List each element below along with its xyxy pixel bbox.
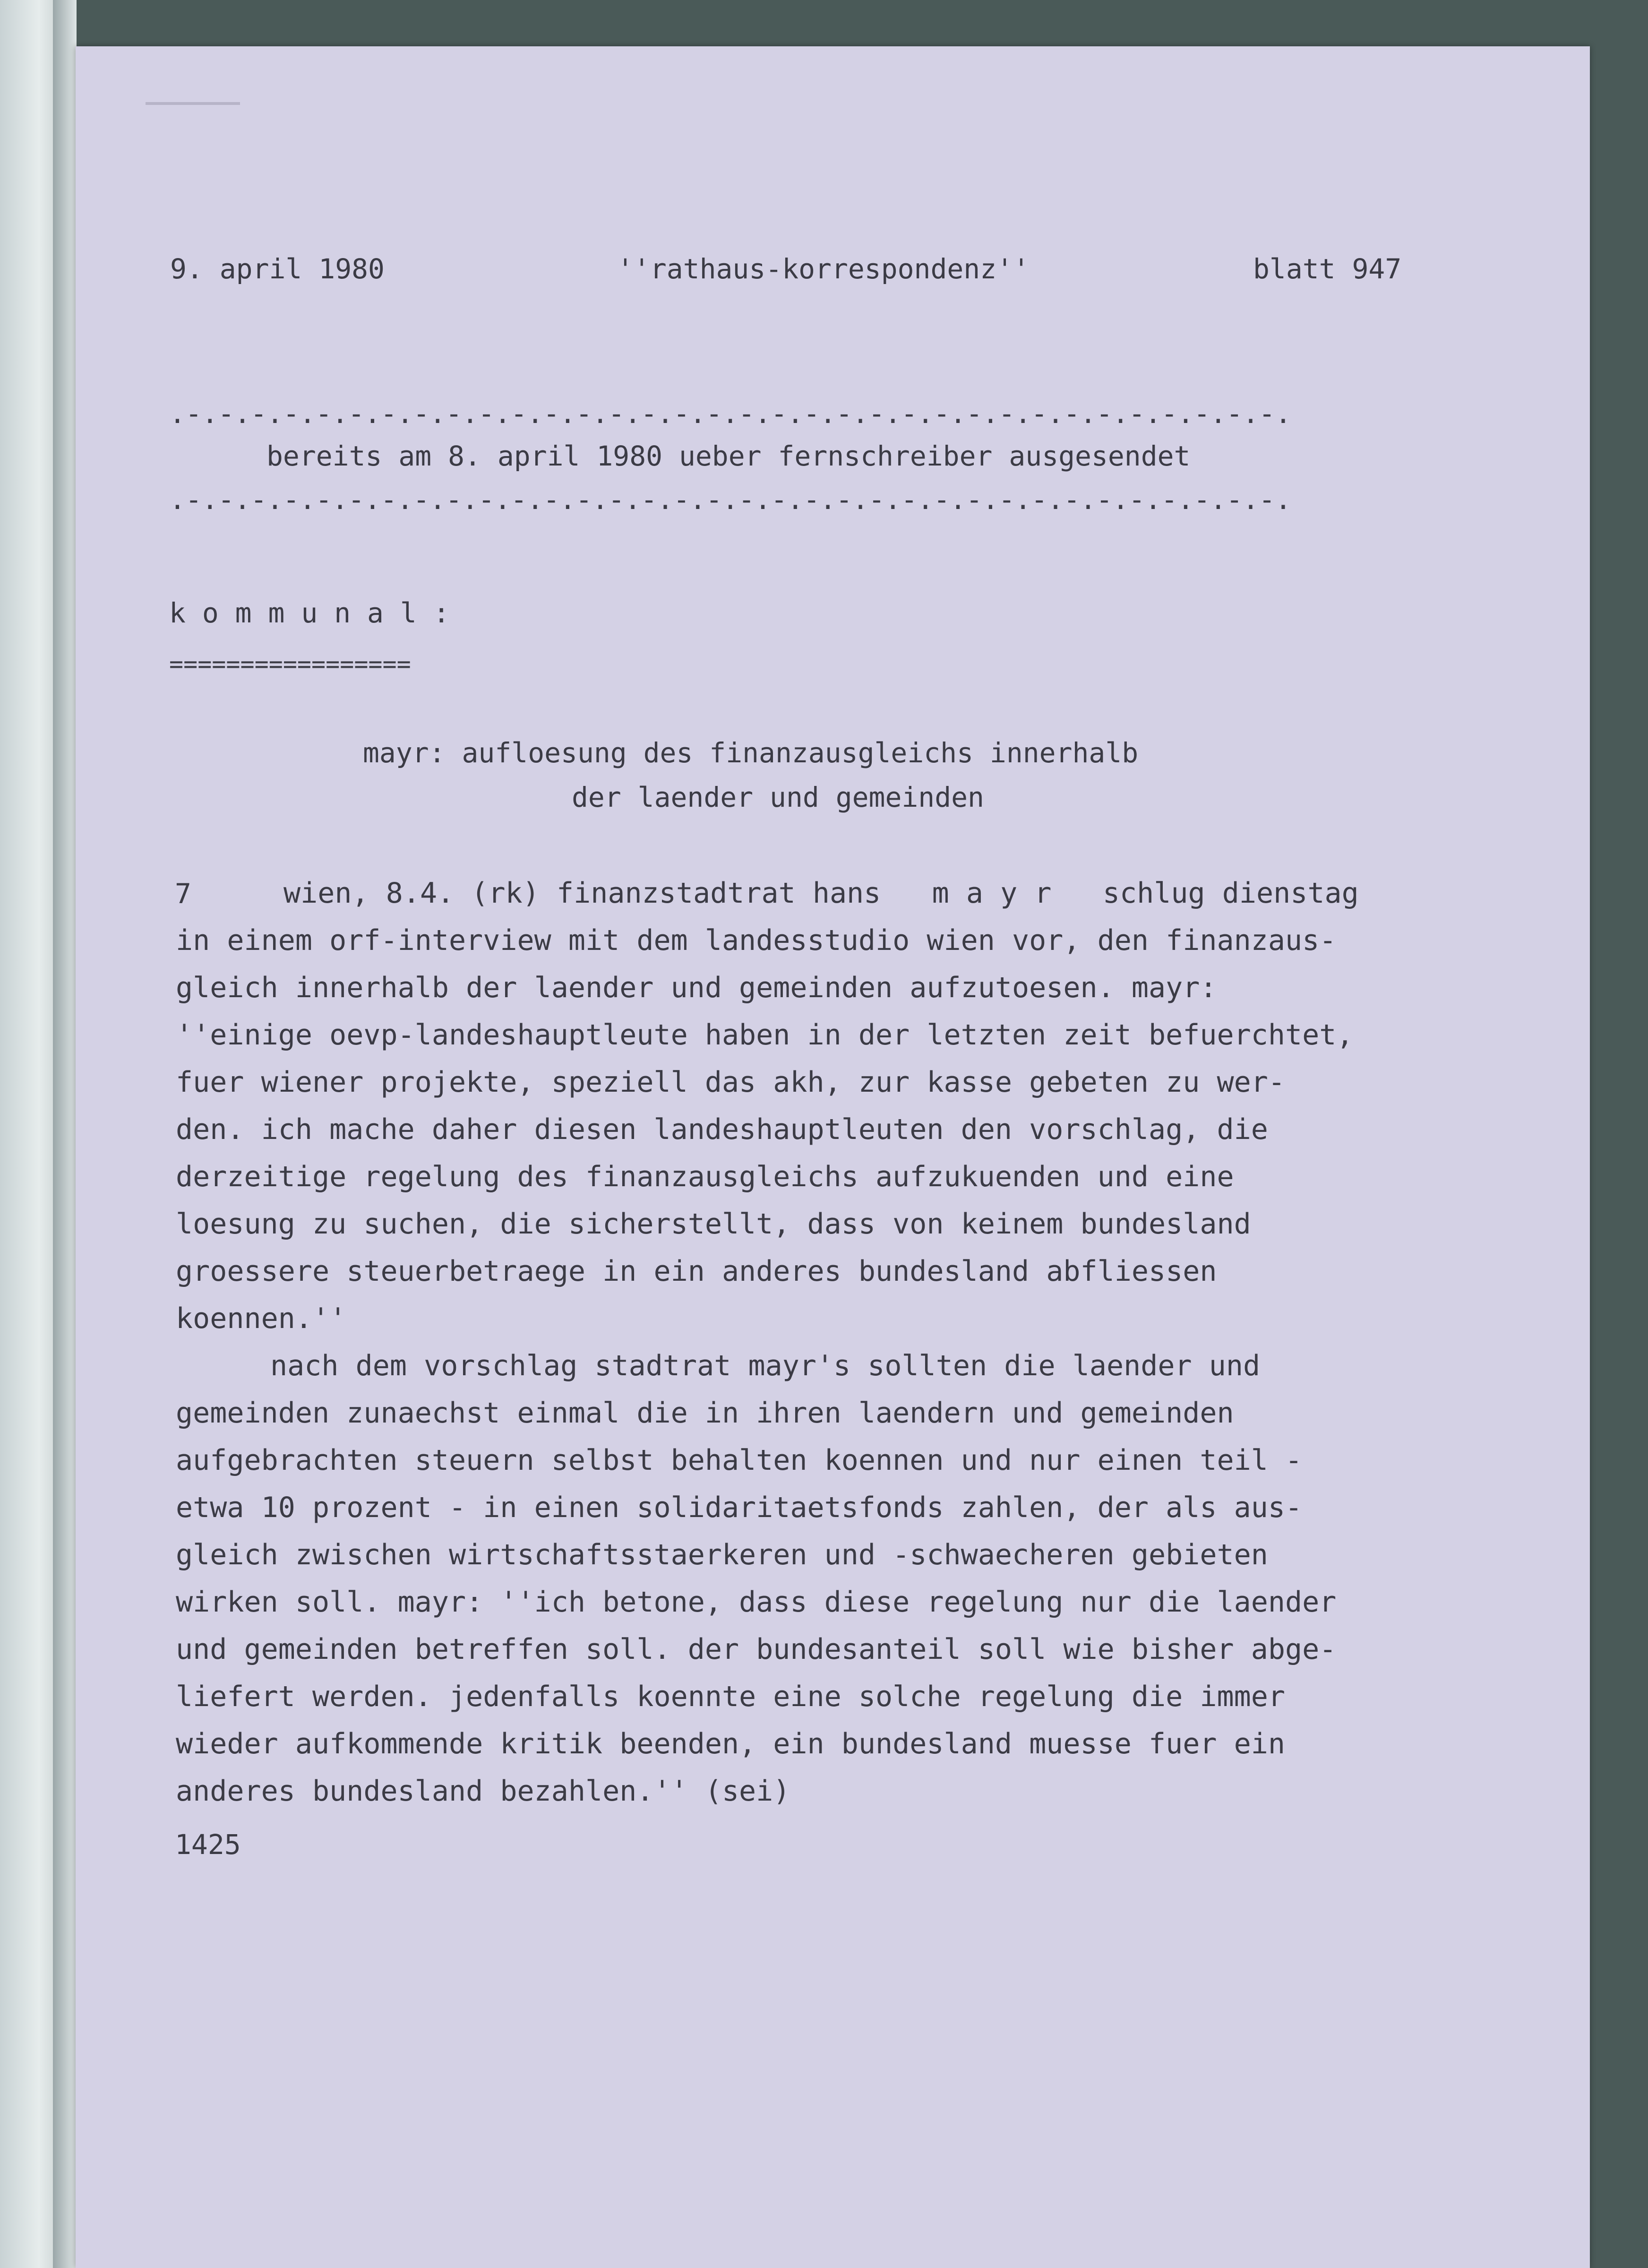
transmission-notice: bereits am 8. april 1980 ueber fernschreiber ausgesendet xyxy=(266,440,1191,472)
body-line: gemeinden zunaechst einmal die in ihren laendern und gemeinden xyxy=(176,1397,1234,1430)
section-heading: k o m m u n a l : xyxy=(169,597,450,629)
body-line: wien, 8.4. (rk) finanzstadtrat hans m a y r schlug dienstag xyxy=(283,877,1359,910)
body-line: fuer wiener projekte, speziell das akh, zur kasse gebeten zu wer- xyxy=(176,1066,1285,1099)
header-sheet-number: blatt 947 xyxy=(1253,253,1402,285)
body-line: aufgebrachten steuern selbst behalten koennen und nur einen teil - xyxy=(176,1444,1303,1477)
body-line: gleich innerhalb der laender und gemeinden aufzutoesen. mayr: xyxy=(176,971,1217,1004)
punch-mark xyxy=(146,102,240,105)
binder-spine xyxy=(53,0,77,2268)
body-line: in einem orf-interview mit dem landesstudio wien vor, den finanzaus- xyxy=(176,924,1337,957)
article-title-line-2: der laender und gemeinden xyxy=(572,781,984,813)
header-date: 9. april 1980 xyxy=(170,253,385,285)
body-line: und gemeinden betreffen soll. der bundesanteil soll wie bisher abge- xyxy=(176,1633,1337,1666)
body-line: ''einige oevp-landeshauptleute haben in der letzten zeit befuerchtet, xyxy=(176,1018,1354,1052)
body-line: gleich zwischen wirtschaftsstaerkeren und -schwaecheren gebieten xyxy=(176,1538,1268,1571)
body-line: koennen.'' xyxy=(176,1302,347,1335)
body-line: liefert werden. jedenfalls koennte eine solche regelung die immer xyxy=(176,1680,1285,1713)
article-title-line-1: mayr: aufloesung des finanzausgleichs innerhalb xyxy=(363,737,1139,769)
footer-number: 1425 xyxy=(175,1828,241,1861)
body-line: anderes bundesland bezahlen.'' (sei) xyxy=(176,1775,790,1808)
dash-rule-bottom: .-.-.-.-.-.-.-.-.-.-.-.-.-.-.-.-.-.-.-.-.-.-.-.-.-.-.-.-.-.-.-.-.-.-. xyxy=(169,483,1291,516)
dash-rule-top: .-.-.-.-.-.-.-.-.-.-.-.-.-.-.-.-.-.-.-.-.-.-.-.-.-.-.-.-.-.-.-.-.-.-. xyxy=(169,397,1291,430)
header-publication: ''rathaus-korrespondenz'' xyxy=(617,253,1030,285)
body-line: den. ich mache daher diesen landeshauptleuten den vorschlag, die xyxy=(176,1113,1268,1146)
body-line: etwa 10 prozent - in einen solidaritaetsfonds zahlen, der als aus- xyxy=(176,1491,1303,1524)
body-line: loesung zu suchen, die sicherstellt, dass von keinem bundesland xyxy=(176,1207,1251,1241)
typed-page xyxy=(76,46,1590,2268)
section-underline: ================= xyxy=(169,650,411,678)
body-line: nach dem vorschlag stadtrat mayr's sollten die laender und xyxy=(270,1349,1261,1382)
body-line: wieder aufkommende kritik beenden, ein bundesland muesse fuer ein xyxy=(176,1727,1285,1760)
body-line: derzeitige regelung des finanzausgleichs aufzukuenden und eine xyxy=(176,1160,1234,1193)
body-line: groessere steuerbetraege in ein anderes bundesland abfliessen xyxy=(176,1255,1217,1288)
article-number: 7 xyxy=(175,878,191,910)
body-line: wirken soll. mayr: ''ich betone, dass diese regelung nur die laender xyxy=(176,1586,1337,1619)
